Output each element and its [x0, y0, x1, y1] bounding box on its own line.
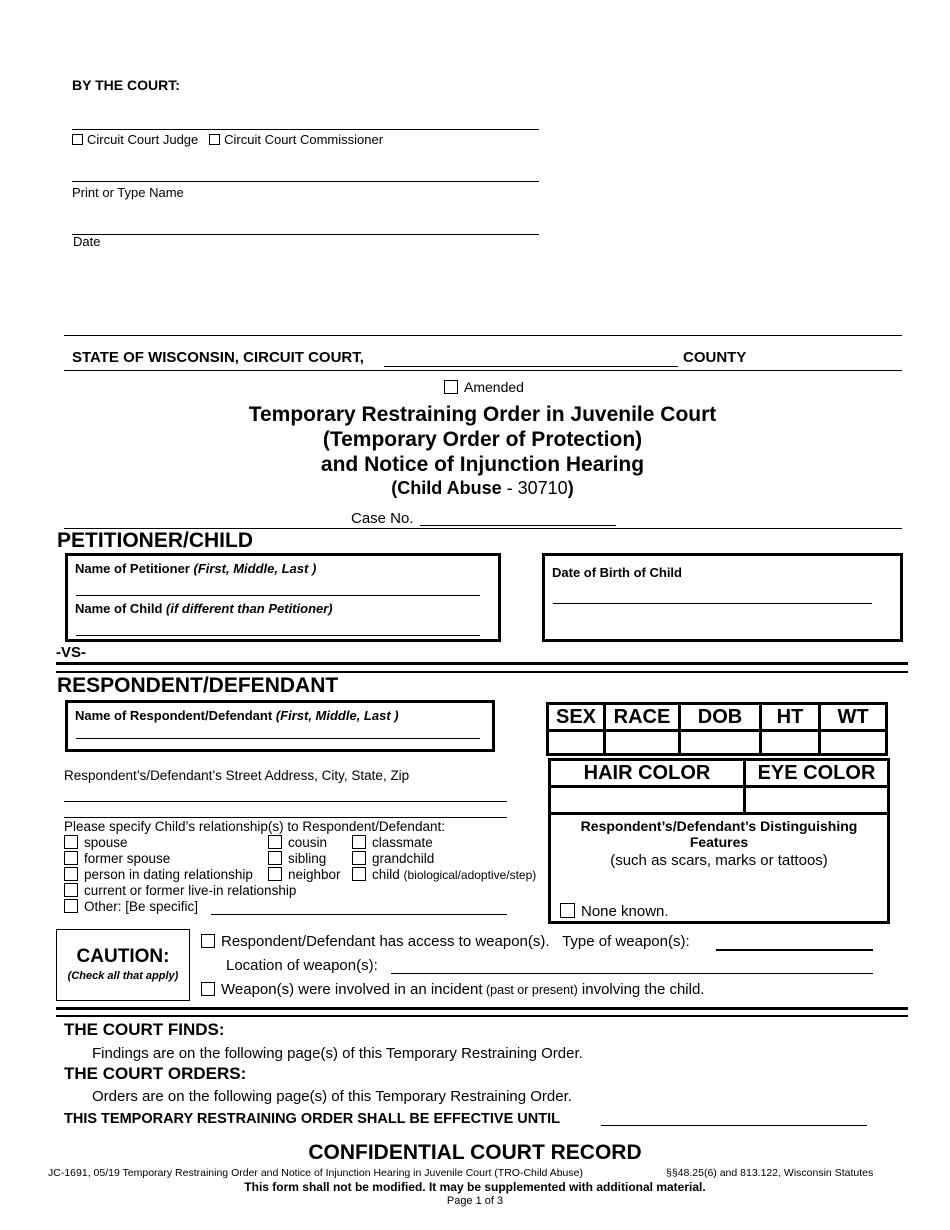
- court-finds-text: Findings are on the following page(s) of this Temporary Restraining Order.: [92, 1045, 583, 1062]
- judge-type-options: [72, 132, 383, 147]
- live-in-checkbox[interactable]: [64, 883, 78, 897]
- title-line-4: (Child Abuse - 30710): [391, 478, 574, 498]
- respondent-heading: RESPONDENT/DEFENDANT: [57, 674, 339, 697]
- weapons-access-checkbox[interactable]: [201, 934, 215, 948]
- other-checkbox[interactable]: [64, 899, 78, 913]
- weapon-type-label: Type of weapon(s):: [562, 933, 690, 950]
- page-number: Page 1 of 3: [446, 1195, 504, 1207]
- judge-label: Circuit Court Judge: [87, 132, 199, 147]
- respondent-address-label: Respondent’s/Defendant’s Street Address, City, State, Zip: [64, 768, 410, 783]
- classmate-label: classmate: [372, 835, 433, 850]
- respondent-name-line[interactable]: [76, 738, 480, 739]
- race-header: RACE: [605, 704, 680, 731]
- petitioner-name-label: Name of Petitioner (First, Middle, Last ): [75, 561, 317, 576]
- former-spouse-checkbox[interactable]: [64, 851, 78, 865]
- sibling-checkbox[interactable]: [268, 851, 282, 865]
- case-no-label: Case No.: [351, 510, 414, 527]
- eye-color-field[interactable]: [745, 787, 889, 814]
- county-name-line[interactable]: [384, 366, 678, 367]
- neighbor-checkbox[interactable]: [268, 867, 282, 881]
- effective-until-label: THIS TEMPORARY RESTRAINING ORDER SHALL BE EFFECTIVE UNTIL: [64, 1111, 560, 1127]
- grandchild-checkbox[interactable]: [352, 851, 366, 865]
- relationship-row: [64, 883, 544, 899]
- amended-label: Amended: [464, 379, 524, 395]
- document-title: [0, 402, 950, 499]
- title-line-2: (Temporary Order of Protection): [322, 428, 643, 451]
- relationship-row: [64, 899, 544, 915]
- respondent-name-box: [65, 700, 495, 752]
- respondent-address-line-1[interactable]: [64, 801, 507, 802]
- sex-field[interactable]: [548, 731, 605, 755]
- none-known-label: None known.: [581, 903, 669, 920]
- caution-title: CAUTION:: [76, 946, 170, 967]
- former-spouse-label: former spouse: [84, 851, 171, 866]
- sex-header: SEX: [548, 704, 605, 731]
- description-grid: [546, 702, 888, 756]
- other-label: Other: [Be specific]: [84, 899, 199, 914]
- weight-field[interactable]: [820, 731, 887, 755]
- county-label: COUNTY: [683, 349, 747, 366]
- live-in-label: current or former live-in relationship: [84, 883, 297, 898]
- modification-notice: This form shall not be modified. It may be supplemented with additional material.: [244, 1180, 706, 1194]
- hair-color-field[interactable]: [550, 787, 745, 814]
- features-note: (such as scars, marks or tattoos): [610, 852, 828, 869]
- dating-checkbox[interactable]: [64, 867, 78, 881]
- print-name-label: Print or Type Name: [72, 185, 184, 200]
- weapon-location-line[interactable]: [391, 973, 873, 974]
- relationship-row: [64, 851, 544, 867]
- date-line[interactable]: [72, 234, 539, 235]
- cousin-label: cousin: [288, 835, 328, 850]
- print-name-line[interactable]: [72, 181, 539, 182]
- race-field[interactable]: [605, 731, 680, 755]
- relationship-section: [64, 819, 544, 915]
- judge-signature-line[interactable]: [72, 129, 539, 130]
- grandchild-label: grandchild: [372, 851, 435, 866]
- other-specify-line[interactable]: [211, 914, 507, 915]
- amended-option: [444, 379, 524, 395]
- child-dob-line[interactable]: [553, 603, 872, 604]
- form-id: JC-1691, 05/19 Temporary Restraining Order and Notice of Injunction Hearing in Juvenile Court (TRO-Child Abuse): [48, 1167, 583, 1179]
- relationship-prompt: Please specify Child’s relationship(s) to Respondent/Defendant:: [64, 819, 445, 834]
- classmate-checkbox[interactable]: [352, 835, 366, 849]
- cousin-checkbox[interactable]: [268, 835, 282, 849]
- weight-header: WT: [820, 704, 887, 731]
- petitioner-heading: PETITIONER/CHILD: [57, 529, 254, 552]
- child-relationship-checkbox[interactable]: [352, 867, 366, 881]
- hair-color-header: HAIR COLOR: [550, 760, 745, 787]
- case-no-line[interactable]: [420, 525, 616, 526]
- versus-label: -VS-: [56, 644, 86, 661]
- petitioner-name-box: [65, 553, 501, 642]
- sibling-label: sibling: [288, 851, 327, 866]
- color-grid: [548, 758, 890, 815]
- weapon-incident-checkbox[interactable]: [201, 982, 215, 996]
- amended-checkbox[interactable]: [444, 380, 458, 394]
- none-known-option: [560, 903, 669, 920]
- dob-header: DOB: [680, 704, 761, 731]
- court-orders-text: Orders are on the following page(s) of this Temporary Restraining Order.: [92, 1088, 572, 1105]
- statutes: §§48.25(6) and 813.122, Wisconsin Statutes: [666, 1167, 874, 1179]
- neighbor-label: neighbor: [288, 867, 341, 882]
- spouse-checkbox[interactable]: [64, 835, 78, 849]
- dob-field[interactable]: [680, 731, 761, 755]
- by-the-court-label: BY THE COURT:: [72, 77, 180, 93]
- title-line-3: and Notice of Injunction Hearing: [320, 453, 645, 476]
- weapon-incident-row: Weapon(s) were involved in an incident (past or present) involving the child.: [201, 981, 704, 998]
- features-box[interactable]: [548, 813, 890, 924]
- caution-subtitle: (Check all that apply): [67, 970, 179, 982]
- section-double-rule: [56, 662, 908, 673]
- child-relationship-note: (biological/adoptive/step): [403, 868, 537, 882]
- height-header: HT: [761, 704, 820, 731]
- confidential-label: CONFIDENTIAL COURT RECORD: [308, 1141, 642, 1164]
- child-name-line[interactable]: [76, 635, 480, 636]
- state-court-label: STATE OF WISCONSIN, CIRCUIT COURT,: [72, 349, 364, 366]
- none-known-checkbox[interactable]: [560, 903, 575, 918]
- relationship-row: [64, 867, 544, 883]
- height-field[interactable]: [761, 731, 820, 755]
- child-relationship-label: child: [372, 867, 400, 882]
- commissioner-checkbox[interactable]: [209, 134, 220, 145]
- court-finds-heading: THE COURT FINDS:: [64, 1020, 225, 1039]
- petitioner-name-line[interactable]: [76, 595, 480, 596]
- child-dob-label: Date of Birth of Child: [552, 565, 682, 580]
- weapon-location-label: Location of weapon(s):: [226, 957, 378, 974]
- caution-double-rule: [56, 1007, 908, 1017]
- judge-checkbox[interactable]: [72, 134, 83, 145]
- header-top-rule: [64, 335, 902, 336]
- caution-box: [56, 929, 190, 1001]
- respondent-address-line-2[interactable]: [64, 817, 507, 818]
- weapons-access-label: Respondent/Defendant has access to weapon(s).: [221, 933, 550, 950]
- title-line-1: Temporary Restraining Order in Juvenile Court: [248, 403, 717, 426]
- child-name-label: Name of Child (if different than Petitioner): [75, 601, 333, 616]
- header-bottom-rule: [64, 370, 902, 371]
- date-label: Date: [73, 234, 101, 249]
- court-orders-heading: THE COURT ORDERS:: [64, 1064, 247, 1083]
- dating-label: person in dating relationship: [84, 867, 253, 882]
- commissioner-label: Circuit Court Commissioner: [224, 132, 384, 147]
- weapon-incident-label: Weapon(s) were involved in an incident: [221, 981, 483, 998]
- relationship-row: [64, 835, 544, 851]
- features-title: Respondent’s/Defendant’s Distinguishing Features: [580, 818, 858, 850]
- weapon-type-line[interactable]: [716, 949, 873, 951]
- respondent-name-label: Name of Respondent/Defendant (First, Middle, Last ): [75, 708, 399, 723]
- effective-until-line[interactable]: [601, 1125, 867, 1126]
- spouse-label: spouse: [84, 835, 128, 850]
- child-dob-box: [542, 553, 903, 642]
- eye-color-header: EYE COLOR: [745, 760, 889, 787]
- weapons-access-row: [201, 933, 690, 950]
